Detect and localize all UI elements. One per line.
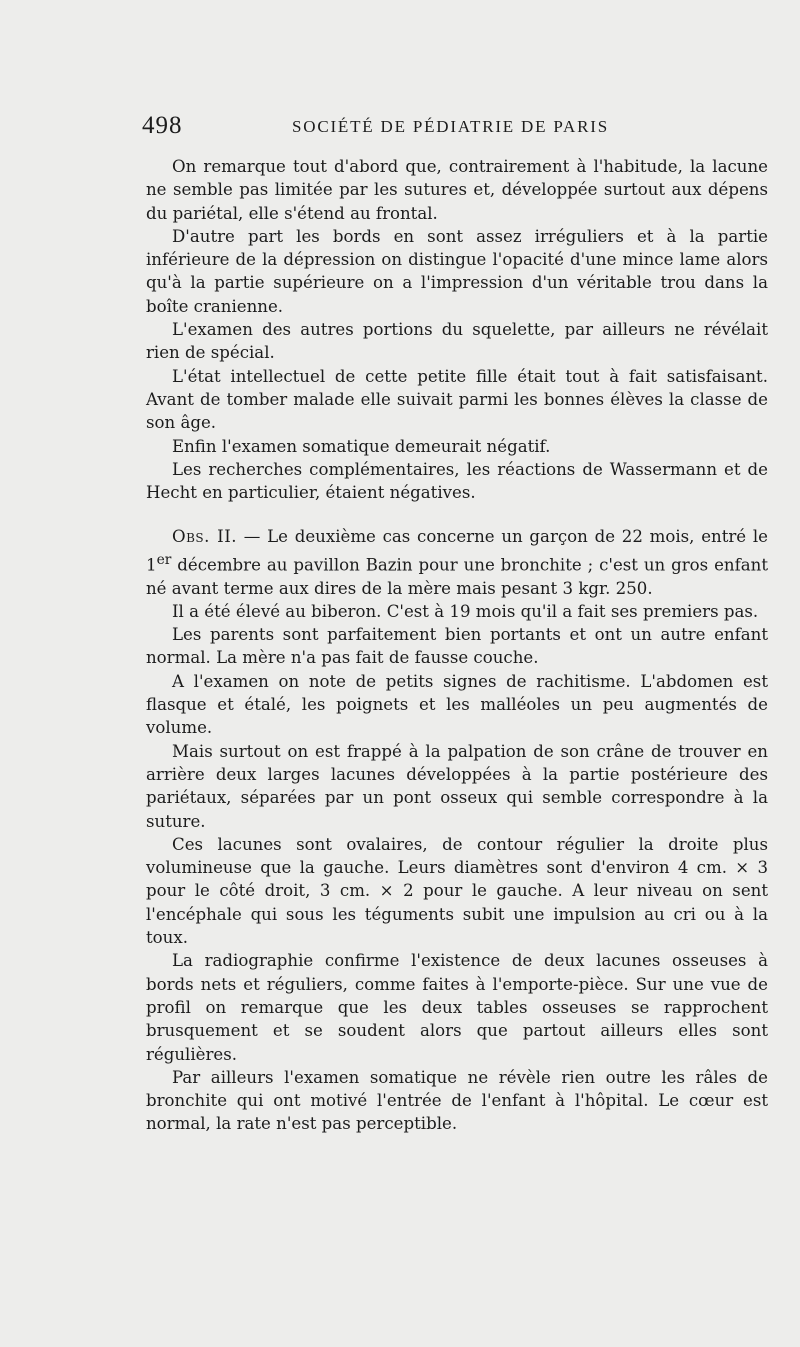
paragraph: Enfin l'examen somatique demeurait négatif.	[172, 436, 551, 456]
paragraph: L'état intellectuel de cette petite fille était tout à fait satisfaisant. Avant de tomber malade elle suivait parmi les bonnes élèves la classe de son âge.	[146, 366, 768, 433]
ordinal-superscript: er	[156, 551, 172, 568]
page-header	[142, 112, 782, 142]
paragraph: Les recherches complémentaires, les réactions de Wassermann et de Hecht en particulier, étaient négatives.	[146, 459, 768, 503]
paragraph: La radiographie confirme l'existence de deux lacunes osseuses à bords nets et réguliers, comme faites à l'emporte-pièce. Sur une vue de profil on remarque que les deux tables osseuses se rapprochent brusquement et se soudent alors que partout ailleurs elles sont régulières.	[146, 951, 768, 1064]
running-title: SOCIÉTÉ DE PÉDIATRIE DE PARIS	[292, 117, 609, 136]
paragraph: A l'examen on note de petits signes de rachitisme. L'abdomen est flasque et étalé, les poignets et les malléoles un peu augmentés de volume.	[146, 671, 768, 738]
observation-paragraph	[146, 525, 768, 599]
paragraph: Mais surtout on est frappé à la palpation de son crâne de trouver en arrière deux larges lacunes développées à la partie postérieure des pariétaux, séparées par un pont osseux qui semble correspondre à la suture.	[146, 741, 768, 831]
observation-label: Obs. II.	[172, 527, 238, 547]
paragraph: On remarque tout d'abord que, contrairement à l'habitude, la lacune ne semble pas limitée par les sutures et, développée surtout aux dépens du pariétal, elle s'étend au frontal.	[146, 157, 768, 223]
page-number: 498	[142, 112, 183, 139]
paragraph: Les parents sont parfaitement bien portants et ont un autre enfant normal. La mère n'a pas fait de fausse couche.	[146, 625, 768, 668]
paragraph: L'examen des autres portions du squelette, par ailleurs ne révélait rien de spécial.	[146, 320, 768, 363]
paragraph: Ces lacunes sont ovalaires, de contour régulier la droite plus volumineuse que la gauche. Leurs diamètres sont d'environ 4 cm. × 3 pour le côté droit, 3 cm. × 2 pour le gauche. A leur niveau on sent l'encéphale qui sous les téguments subit une impulsion au cri ou à la toux.	[146, 834, 768, 948]
paragraph: Il a été élevé au biberon. C'est à 19 mois qu'il a fait ses premiers pas.	[172, 601, 759, 621]
body-text	[146, 155, 768, 1136]
observation-text-start: — Le deuxième cas concerne un garçon de 22 mois, entré le 1	[146, 527, 768, 575]
observation-text-end: décembre au pavillon Bazin pour une bronchite ; c'est un gros enfant né avant terme aux dires de la mère mais pesant 3 kgr. 250.	[146, 555, 768, 598]
paragraph: D'autre part les bords en sont assez irréguliers et à la partie inférieure de la dépression on distingue l'opacité d'une mince lame alors qu'à la partie supérieure on a l'impression d'un véritable trou dans la boîte cranienne.	[146, 226, 768, 316]
paragraph: Par ailleurs l'examen somatique ne révèle rien outre les râles de bronchite qui ont motivé l'entrée de l'enfant à l'hôpital. Le cœur est normal, la rate n'est pas perceptible.	[146, 1067, 768, 1134]
